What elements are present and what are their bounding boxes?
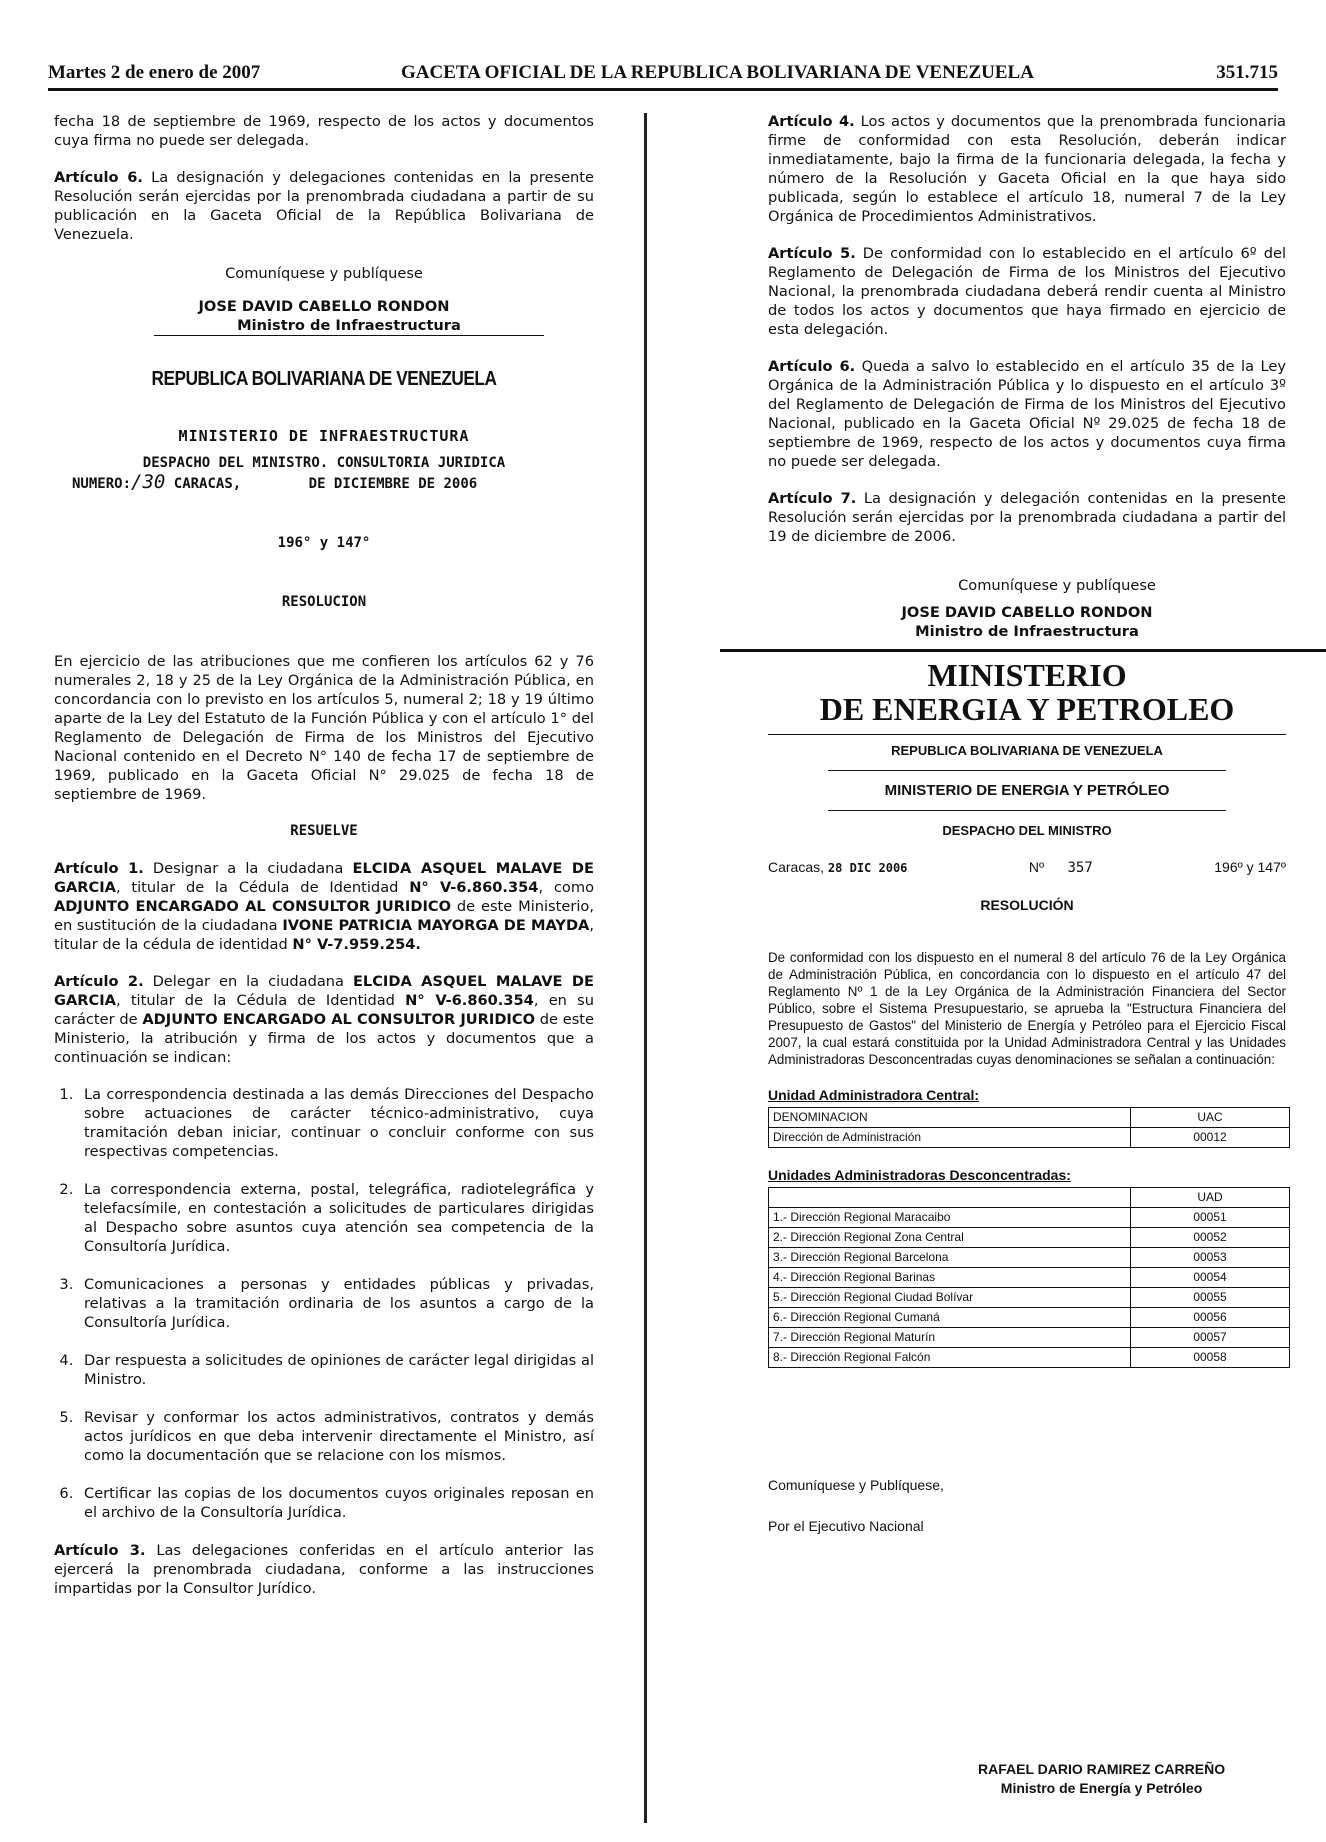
cell: 00054 bbox=[1131, 1268, 1290, 1288]
table-row bbox=[769, 1248, 1290, 1268]
rule bbox=[768, 734, 1286, 735]
signature-title: Ministro de Infraestructura bbox=[154, 316, 544, 336]
table-row bbox=[769, 1308, 1290, 1328]
cell: 1.- Dirección Regional Maracaibo bbox=[769, 1208, 1131, 1228]
number-value: 357 bbox=[1067, 860, 1093, 876]
article-label: Artículo 6. bbox=[54, 169, 143, 186]
ministry-heading: MINISTERIO DE ENERGIA Y PETRÓLEO bbox=[884, 782, 1170, 799]
article-label: Artículo 6. bbox=[768, 358, 856, 375]
left-column bbox=[54, 112, 594, 1616]
years: 196º y 147º bbox=[1214, 859, 1286, 875]
publiquese: Comuníquese y publíquese bbox=[958, 577, 1156, 594]
text: de este Ministerio, en sustitución de la ciudadana bbox=[54, 898, 594, 934]
cell: 00055 bbox=[1131, 1288, 1290, 1308]
article-3 bbox=[54, 1541, 594, 1598]
final-signature bbox=[978, 1760, 1225, 1798]
article-text: Las delegaciones conferidas en el artículo anterior las ejercerá la prenombrada ciudadana, conforme a las instrucciones impartidas por la Consultor Jurídico. bbox=[54, 1542, 594, 1597]
date-field bbox=[768, 858, 907, 878]
ministry-title bbox=[768, 658, 1286, 726]
years: 196° y 147° bbox=[277, 535, 371, 551]
list-item: 2. La correspondencia externa, postal, telegráfica, radiotelegráfica y telefacsímile, en contestación a solicitudes de particulares dirigidas al Despacho sobre asuntos cuya atención sea competencia de la Consultoría Jurídica. bbox=[78, 1180, 594, 1256]
article-label: Artículo 5. bbox=[768, 245, 856, 262]
resuelve-heading: RESUELVE bbox=[290, 823, 358, 839]
signature-name: JOSE DAVID CABELLO RONDON bbox=[901, 604, 1153, 621]
signature-title: Ministro de Infraestructura bbox=[915, 623, 1139, 640]
table-row bbox=[769, 1228, 1290, 1248]
resolution-body: De conformidad con los dispuesto en el numeral 8 del artículo 76 de la Ley Orgánica de Administración Pública, en concordancia con lo dispuesto en el artículo 47 del Reglamento Nº 1 de la Ley Orgánica de la Administración Financiera del Sector Público, sobre el Sistema Presupuestario, se aprueba la "Estructura Financiera del Presupuesto de Gastos" del Ministerio de Energía y Petróleo para el Ejercicio Fiscal 2007, la cual estará constituida por la Unidad Administradora Central y las Unidades Administradoras Desconcentradas cuyas denominaciones se señalan a continuación: bbox=[768, 950, 1286, 1067]
header-title: GACETA OFICIAL DE LA REPUBLICA BOLIVARIANA DE VENEZUELA bbox=[401, 62, 1034, 83]
deconcentrated-units-table bbox=[768, 1187, 1290, 1368]
article-label: Artículo 3. bbox=[54, 1542, 146, 1559]
number-city: CARACAS, bbox=[165, 476, 242, 492]
id-number: N° V-6.860.354 bbox=[409, 879, 539, 896]
cell: 4.- Dirección Regional Barinas bbox=[769, 1268, 1131, 1288]
article-text: La designación y delegación contenidas en la presente Resolución serán ejercidas por la prenombrada ciudadana a partir del 19 de diciembre de 2006. bbox=[768, 490, 1286, 545]
text: , en su carácter de bbox=[54, 992, 595, 1028]
article-label: Artículo 1. bbox=[54, 860, 144, 877]
text: , titular de la Cédula de Identidad bbox=[115, 992, 406, 1009]
header-page-number: 351.715 bbox=[1216, 62, 1278, 83]
person-name: ELCIDA ASQUEL MALAVE DE GARCIA bbox=[54, 973, 594, 1009]
ministry-title-line: DE ENERGIA Y PETROLEO bbox=[819, 691, 1235, 727]
table-row bbox=[769, 1348, 1290, 1368]
cell: 00056 bbox=[1131, 1308, 1290, 1328]
central-unit-table bbox=[768, 1107, 1290, 1148]
despacho-heading: DESPACHO DEL MINISTRO. CONSULTORIA JURIDICA bbox=[142, 455, 506, 471]
deconcentrated-units-title: Unidades Administradoras Desconcentradas: bbox=[768, 1167, 1071, 1183]
text: Designar a la ciudadana bbox=[143, 860, 353, 877]
cell: 2.- Dirección Regional Zona Central bbox=[769, 1228, 1131, 1248]
role: ADJUNTO ENCARGADO AL CONSULTOR JURIDICO bbox=[54, 898, 452, 915]
section-rule bbox=[720, 649, 1326, 652]
closing-line: Comuníquese y Publíquese, bbox=[768, 1477, 944, 1493]
final-signature-title: Ministro de Energía y Petróleo bbox=[1000, 1780, 1203, 1796]
cell: 3.- Dirección Regional Barcelona bbox=[769, 1248, 1131, 1268]
cell: 00052 bbox=[1131, 1228, 1290, 1248]
city: Caracas, bbox=[768, 859, 825, 875]
id-number: N° V-6.860.354 bbox=[405, 992, 534, 1009]
cell: 8.- Dirección Regional Falcón bbox=[769, 1348, 1131, 1368]
cell: 6.- Dirección Regional Cumaná bbox=[769, 1308, 1131, 1328]
article-text: De conformidad con lo establecido en el artículo 6º del Reglamento de Delegación de Firma de los Ministros del Ejecutivo Nacional, la prenombrada ciudadana deberá rendir cuenta al Ministro de todos los actos y documentos que haya firmado en ejercicio de esta delegación. bbox=[768, 245, 1286, 338]
article-label: Artículo 4. bbox=[768, 113, 855, 130]
cell: 00057 bbox=[1131, 1328, 1290, 1348]
person-name: IVONE PATRICIA MAYORGA DE MAYDA bbox=[282, 917, 590, 934]
table-row bbox=[769, 1128, 1290, 1148]
column-header: DENOMINACION bbox=[769, 1108, 1131, 1128]
ministry-heading: MINISTERIO DE INFRAESTRUCTURA bbox=[178, 427, 470, 445]
header-date: Martes 2 de enero de 2007 bbox=[48, 62, 261, 83]
list-item: 5. Revisar y conformar los actos administrativos, contratos y demás actos jurídicos en que deba intervenir directamente el Ministro, así como la documentación que se relacione con los mismos. bbox=[78, 1408, 594, 1465]
gazette-header bbox=[48, 58, 1278, 91]
republic-heading: REPUBLICA BOLIVARIANA DE VENEZUELA bbox=[891, 743, 1163, 758]
cell: 5.- Dirección Regional Ciudad Bolívar bbox=[769, 1288, 1131, 1308]
article-label: Artículo 2. bbox=[54, 973, 144, 990]
table-header-row bbox=[769, 1108, 1290, 1128]
article-1 bbox=[54, 859, 594, 954]
signature-name-text: JOSE DAVID CABELLO RONDON bbox=[198, 298, 450, 315]
resolution-heading: RESOLUCIÓN bbox=[980, 897, 1074, 913]
cell: 00058 bbox=[1131, 1348, 1290, 1368]
list-item: 3. Comunicaciones a personas y entidades públicas y privadas, relativas a la tramitación ordinaria de los asuntos a cargo de la Consultoría Jurídica. bbox=[78, 1275, 594, 1332]
list-item: 6. Certificar las copias de los documentos cuyos originales reposan en el archivo de la Consultoría Jurídica. bbox=[78, 1484, 594, 1522]
final-signature-name: RAFAEL DARIO RAMIREZ CARREÑO bbox=[978, 1761, 1226, 1777]
role: ADJUNTO ENCARGADO AL CONSULTOR JURIDICO bbox=[142, 1011, 535, 1028]
list-item: 4. Dar respuesta a solicitudes de opiniones de carácter legal dirigidas al Ministro. bbox=[78, 1351, 594, 1389]
paragraph: fecha 18 de septiembre de 1969, respecto de los actos y documentos cuya firma no puede ser delegada. bbox=[54, 113, 594, 149]
column-divider bbox=[644, 113, 647, 1823]
republic-heading: REPUBLICA BOLIVARIANA DE VENEZUELA bbox=[151, 368, 497, 390]
article-text: La designación y delegaciones contenidas en la presente Resolución serán ejercidas por la prenombrada ciudadana a partir de su publicación en la Gaceta Oficial de la República Bolivariana de Venezuela. bbox=[54, 169, 594, 243]
text: , titular de la cédula de identidad bbox=[54, 917, 594, 953]
column-header: UAC bbox=[1131, 1108, 1290, 1128]
cell: 00012 bbox=[1131, 1128, 1290, 1148]
closing-line: Por el Ejecutivo Nacional bbox=[768, 1518, 924, 1534]
cell: Dirección de Administración bbox=[769, 1128, 1131, 1148]
rule bbox=[828, 770, 1226, 771]
text: de este Ministerio, la atribución y firma de los actos y documentos que a continuación se indican: bbox=[54, 1011, 594, 1066]
table-row bbox=[769, 1208, 1290, 1228]
rule bbox=[828, 810, 1226, 811]
table-row bbox=[769, 1268, 1290, 1288]
article-label: Artículo 7. bbox=[768, 490, 857, 507]
article-text: Los actos y documentos que la prenombrada funcionaria firme de conformidad con esta Resolución, deberán indicar inmediatamente, bajo la firma de la funcionaria delegada, la fecha y número de la Resolución y Gaceta Oficial en la que haya sido publicada, según lo establece el artículo 18, numeral 7 de la Ley Orgánica de Procedimientos Administrativos. bbox=[768, 113, 1286, 225]
date-stamp: 28 DIC 2006 bbox=[827, 861, 908, 875]
date-number-line bbox=[768, 858, 1286, 878]
number-label: NUMERO: bbox=[72, 476, 132, 492]
article-2 bbox=[54, 972, 594, 1067]
signature-name bbox=[54, 297, 594, 316]
despacho-heading: DESPACHO DEL MINISTRO bbox=[942, 823, 1112, 838]
text: Delegar en la ciudadana bbox=[143, 973, 353, 990]
table-row bbox=[769, 1328, 1290, 1348]
delegation-list bbox=[54, 1085, 594, 1522]
preamble: En ejercicio de las atribuciones que me confieren los artículos 62 y 76 numerales 2, 18 y 25 de la Ley Orgánica de la Administración Pública, en concordancia con lo previsto en los artículos 5, numeral 2; 18 y 19 último aparte de la Ley del Estatuto de la Función Pública y con el artículo 1° del Reglamento de Delegación de Firma de los Ministros del Ejecutivo Nacional contenido en el Decreto N° 140 de fecha 17 de septiembre de 1969, publicado en la Gaceta Oficial N° 29.025 de fecha 18 de septiembre de 1969. bbox=[54, 653, 594, 803]
number-label: Nº bbox=[1028, 859, 1045, 875]
article-text: Queda a salvo lo establecido en el artículo 35 de la Ley Orgánica de la Administración Pública y lo dispuesto en el artículo 3º del Reglamento de Delegación de Firma de los Ministros del Ejecutivo Nacional, publicado en la Gaceta Oficial Nº 29.025 de fecha 18 de septiembre de 1969, respecto de los actos y documentos cuya firma no puede ser delegada. bbox=[768, 358, 1286, 470]
article-6 bbox=[768, 357, 1286, 471]
article-6 bbox=[54, 168, 594, 244]
resolution-heading: RESOLUCION bbox=[281, 594, 367, 610]
central-unit-title: Unidad Administradora Central: bbox=[768, 1087, 980, 1103]
cell: 00051 bbox=[1131, 1208, 1290, 1228]
article-4 bbox=[768, 112, 1286, 226]
person-name: ELCIDA ASQUEL MALAVE DE GARCIA bbox=[54, 860, 594, 896]
cell: 7.- Dirección Regional Maturín bbox=[769, 1328, 1131, 1348]
publiquese: Comuníquese y publíquese bbox=[225, 265, 423, 282]
column-header bbox=[769, 1188, 1131, 1208]
table-row bbox=[769, 1288, 1290, 1308]
article-7 bbox=[768, 489, 1286, 546]
number-date: DE DICIEMBRE DE 2006 bbox=[308, 476, 478, 492]
column-header: UAD bbox=[1131, 1188, 1290, 1208]
id-number: N° V-7.959.254. bbox=[292, 936, 421, 953]
cell: 00053 bbox=[1131, 1248, 1290, 1268]
article-5 bbox=[768, 244, 1286, 339]
number-field bbox=[1029, 858, 1093, 878]
table-header-row bbox=[769, 1188, 1290, 1208]
list-item: 1. La correspondencia destinada a las demás Direcciones del Despacho sobre actuaciones de carácter técnico-administrativo, cuya tramitación deban iniciar, continuar o concluir conforme con sus respectivas competencias. bbox=[78, 1085, 594, 1161]
right-column bbox=[768, 112, 1286, 1536]
number-value: /30 bbox=[131, 471, 166, 493]
ministry-title-line: MINISTERIO bbox=[927, 657, 1127, 693]
resolution-number bbox=[72, 473, 594, 494]
text: , como bbox=[538, 879, 594, 896]
text: , titular de la Cédula de Identidad bbox=[115, 879, 410, 896]
